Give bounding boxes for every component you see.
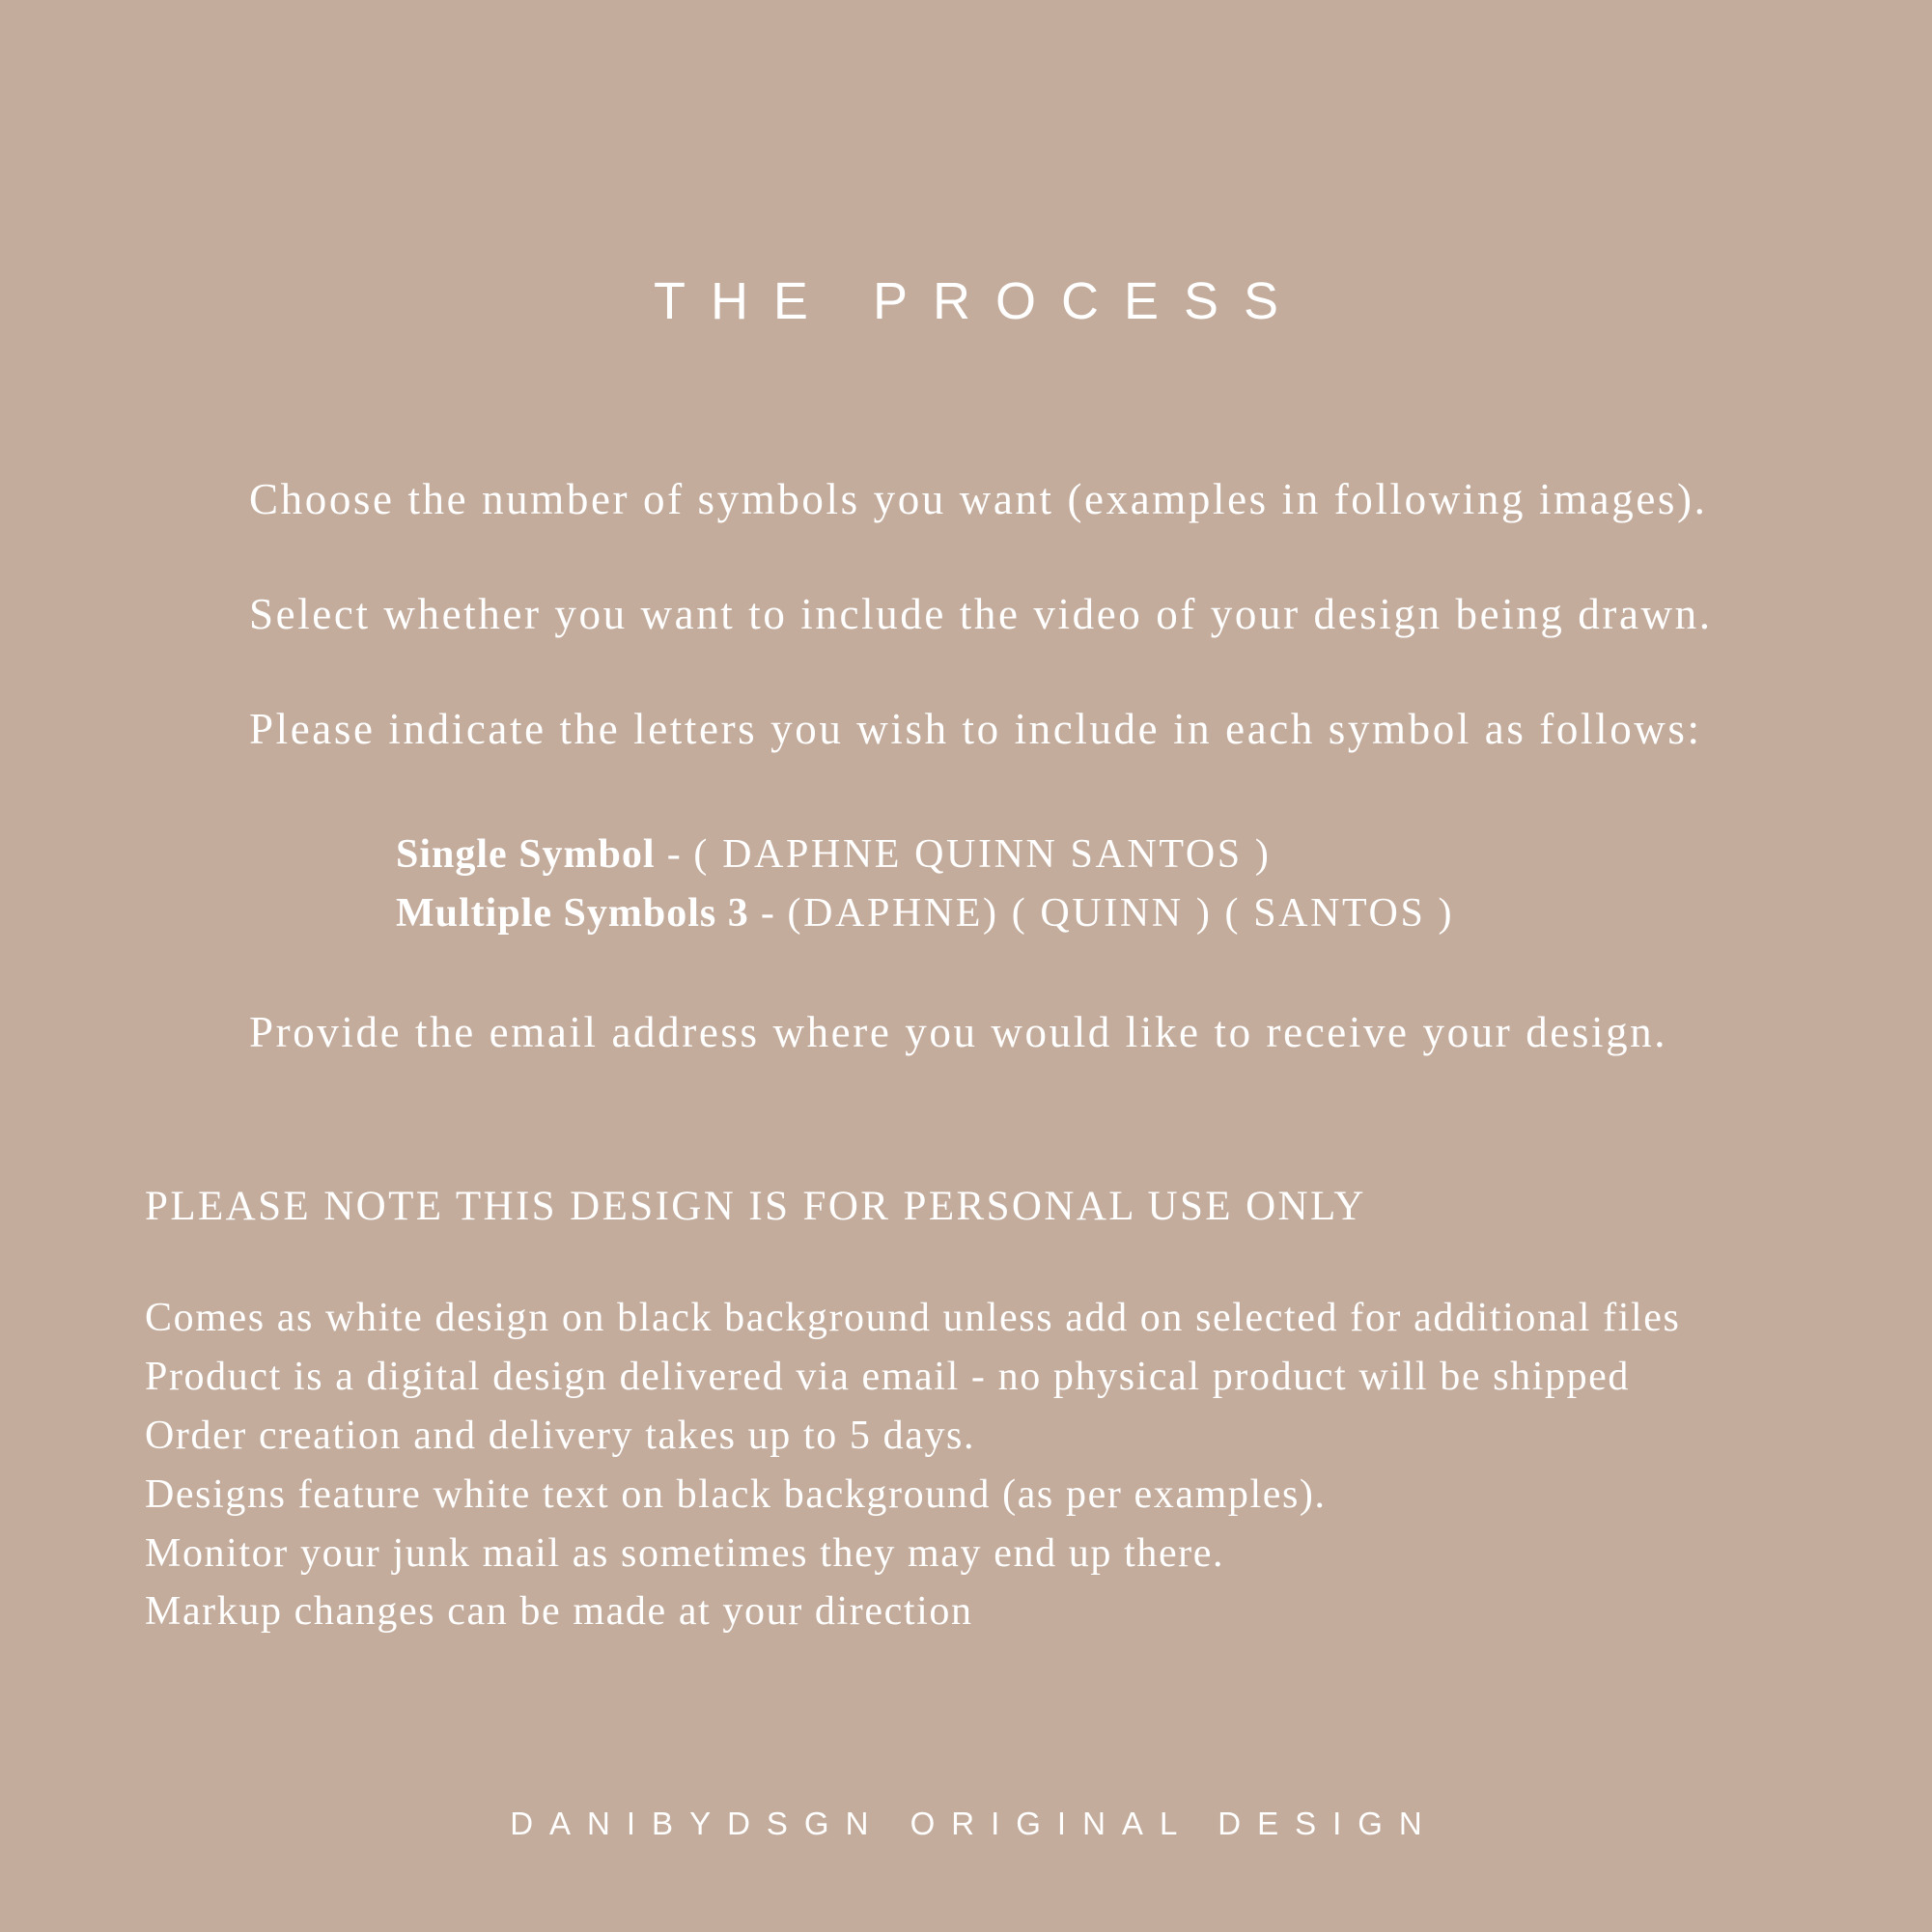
term-item: Product is a digital design delivered via email - no physical product will be shipped (145, 1354, 1631, 1399)
step-item: Please indicate the letters you wish to include in each symbol as follows: (249, 705, 1702, 753)
symbol-option-single (396, 826, 1748, 884)
symbol-option-separator: - (666, 832, 683, 877)
steps-list (249, 473, 1713, 818)
step-item: Choose the number of symbols you want (examples in following images). (249, 475, 1708, 523)
term-item: Markup changes can be made at your direction (145, 1589, 973, 1635)
brand-footer: DANIBYDSGN ORIGINAL DESIGN (510, 1806, 1439, 1841)
symbol-option-separator: - (760, 890, 776, 936)
symbol-options-list (396, 826, 1748, 943)
term-item: Designs feature white text on black background (as per examples). (145, 1471, 1327, 1517)
symbol-option-value: ( DAPHNE QUINN SANTOS ) (693, 832, 1272, 877)
symbol-option-label: Multiple Symbols 3 (396, 890, 749, 936)
term-item: Comes as white design on black background unless add on selected for additional files (145, 1296, 1681, 1340)
provide-email-line: Provide the email address where you would like to receive your design. (249, 1008, 1668, 1056)
terms-list (145, 1289, 1844, 1641)
personal-use-note-heading: PLEASE NOTE THIS DESIGN IS FOR PERSONAL USE ONLY (145, 1184, 1366, 1229)
term-item: Order creation and delivery takes up to 5 days. (145, 1413, 976, 1458)
symbol-option-label: Single Symbol (396, 832, 656, 877)
symbol-option-value: (DAPHNE) ( QUINN ) ( SANTOS ) (787, 890, 1455, 936)
symbol-option-multiple (396, 884, 1748, 943)
step-item: Select whether you want to include the video of your design being drawn. (249, 590, 1713, 638)
term-item: Monitor your junk mail as sometimes they may end up there. (145, 1530, 1225, 1576)
page-title: THE PROCESS (653, 272, 1304, 330)
